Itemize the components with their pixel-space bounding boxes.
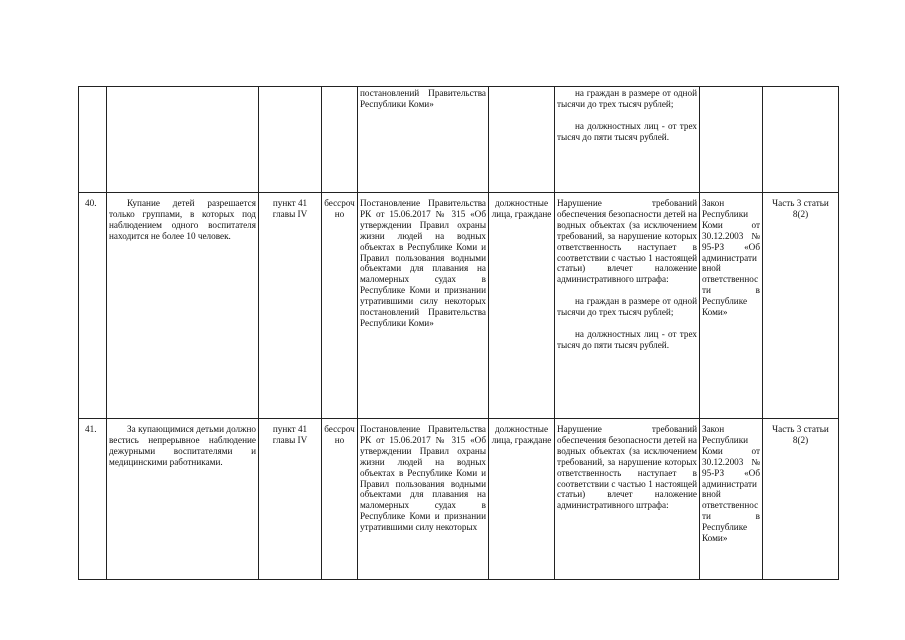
violation-cell — [555, 419, 700, 580]
requirement-cell — [107, 87, 259, 193]
table-row-40 — [79, 193, 839, 419]
term-text: бессрочно — [322, 419, 358, 580]
requirement-text: За купающимися детьми должно вестись непрерывное наблюдение дежурными воспитателями и медицинскими работниками. — [107, 419, 259, 580]
document-cell: постановлений Правительства Республики Коми» — [358, 87, 489, 193]
clause-cell — [259, 87, 322, 193]
article-text: Часть 3 статьи 8(2) — [763, 193, 839, 419]
law-text: Закон Республики Коми от 30.12.2003 № 95-РЗ «Об административной ответственности в Республике Коми» — [700, 419, 763, 580]
row-number: 40. — [79, 193, 107, 419]
term-cell — [322, 87, 358, 193]
fine-citizens-text: на граждан в размере от одной тысячи до трех тысяч рублей; — [557, 296, 697, 318]
violation-cell — [555, 87, 700, 193]
violation-text: Нарушение требований обеспечения безопасности детей на водных объектах (за исключением требований, за нарушение которых ответственность наступает в соответствии с частью 1 настоящей статьи) влечет наложение административного штрафа: — [557, 198, 697, 285]
row-number: 41. — [79, 419, 107, 580]
requirements-table — [78, 86, 839, 580]
law-cell — [700, 87, 763, 193]
clause-text: пункт 41 главы IV — [259, 193, 322, 419]
document-text: Постановление Правительства РК от 15.06.2017 № 315 «Об утверждении Правил охраны жизни людей на водных объектах в Республике Коми и Правил пользования водными объектами для плавания на маломерных судах в Республике Коми и признании утратившими силу некоторых — [358, 419, 489, 580]
subjects-cell — [489, 87, 555, 193]
subjects-text: должностные лица, граждане — [489, 419, 555, 580]
requirement-text: Купание детей разрешается только группами, в которых под наблюдением одного воспитателя находится не более 10 человек. — [107, 193, 259, 419]
number-cell — [79, 87, 107, 193]
term-text: бессрочно — [322, 193, 358, 419]
article-text: Часть 3 статьи 8(2) — [763, 419, 839, 580]
document-text: Постановление Правительства РК от 15.06.2017 № 315 «Об утверждении Правил охраны жизни людей на водных объектах в Республике Коми и Правил пользования водными объектами для плавания на маломерных судах в Республике Коми и признании утратившими силу некоторых постановлений Правительства Республики Коми» — [358, 193, 489, 419]
law-text: Закон Республики Коми от 30.12.2003 № 95-РЗ «Об административной ответственности в Республике Коми» — [700, 193, 763, 419]
table-row-continued — [79, 87, 839, 193]
clause-text: пункт 41 главы IV — [259, 419, 322, 580]
fine-officials-text: на должностных лиц - от трех тысяч до пяти тысяч рублей. — [557, 329, 697, 350]
subjects-text: должностные лица, граждане — [489, 193, 555, 419]
table-row-41 — [79, 419, 839, 580]
fine-citizens-text: на граждан в размере от одной тысячи до трех тысяч рублей; — [557, 88, 697, 109]
article-cell — [763, 87, 839, 193]
violation-text: Нарушение требований обеспечения безопасности детей на водных объектах (за исключением требований, за нарушение которых ответственность наступает в соответствии с частью 1 настоящей статьи) влечет наложение административного штрафа: — [557, 424, 697, 511]
violation-cell — [555, 193, 700, 419]
fine-officials-text: на должностных лиц - от трех тысяч до пяти тысяч рублей. — [557, 120, 697, 142]
